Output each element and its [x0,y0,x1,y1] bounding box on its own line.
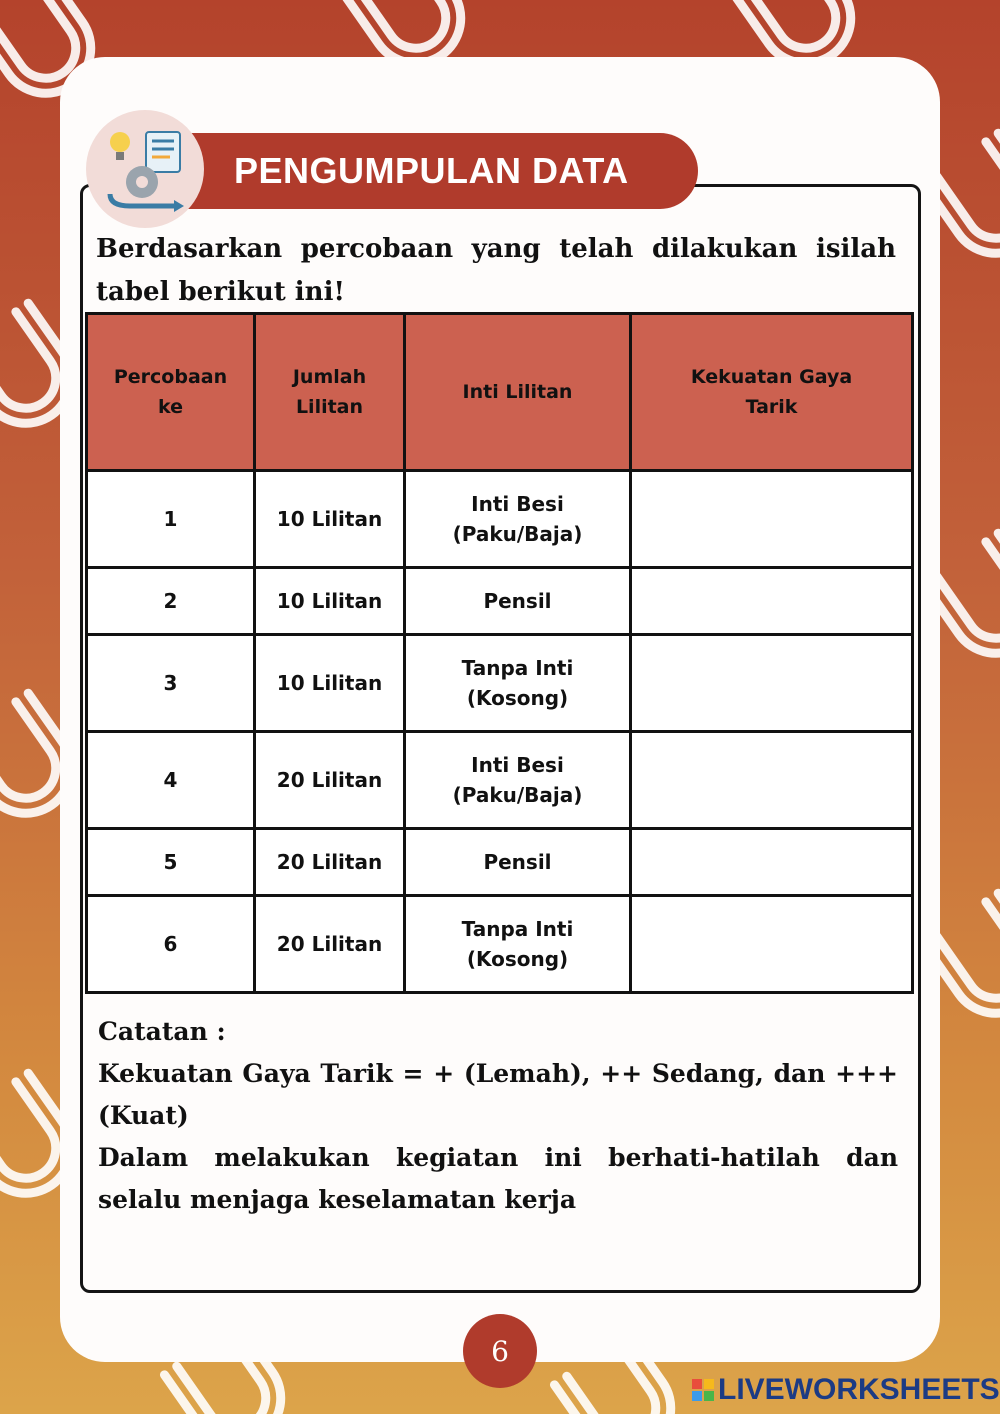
table-row [87,732,913,829]
table-row [87,896,913,993]
cell-jumlah-lilitan: 20 Lilitan [255,896,405,993]
cell-percobaan: 1 [87,471,255,568]
notes-label: Catatan : [98,1017,226,1046]
notes-section [98,1011,898,1221]
cell-percobaan: 6 [87,896,255,993]
cell-gaya-tarik-input[interactable] [631,829,913,896]
cell-percobaan: 3 [87,635,255,732]
notes-safety-reminder: Dalam melakukan kegiatan ini berhati-hatilah dan selalu menjaga keselamatan kerja [98,1143,898,1214]
cell-jumlah-lilitan: 10 Lilitan [255,568,405,635]
cell-inti-lilitan: Pensil [405,829,631,896]
cell-gaya-tarik-input[interactable] [631,635,913,732]
section-header-banner [150,133,698,209]
liveworksheets-logo [692,1372,1000,1408]
table-header-row [87,314,913,471]
cell-percobaan: 5 [87,829,255,896]
header-kekuatan-gaya-tarik: Kekuatan Gaya Tarik [631,314,913,471]
intro-instruction: Berdasarkan percobaan yang telah dilakukan isilah tabel berikut ini! [96,234,896,307]
cell-gaya-tarik-input[interactable] [631,568,913,635]
cell-percobaan: 4 [87,732,255,829]
cell-jumlah-lilitan: 10 Lilitan [255,635,405,732]
brand-text: LIVEWORKSHEETS [718,1373,1000,1406]
page-number: 6 [463,1314,537,1388]
table-row [87,635,913,732]
table-row [87,568,913,635]
cell-gaya-tarik-input[interactable] [631,896,913,993]
experiment-process-icon [86,110,204,228]
header-inti-lilitan: Inti Lilitan [405,314,631,471]
section-title: PENGUMPULAN DATA [234,150,629,191]
cell-inti-lilitan: Inti Besi (Paku/Baja) [405,471,631,568]
cell-jumlah-lilitan: 10 Lilitan [255,471,405,568]
cell-jumlah-lilitan: 20 Lilitan [255,829,405,896]
data-table [85,312,914,994]
header-jumlah-lilitan: Jumlah Lilitan [255,314,405,471]
cell-percobaan: 2 [87,568,255,635]
table-row [87,829,913,896]
notes-strength-legend: Kekuatan Gaya Tarik = + (Lemah), ++ Sedang, dan +++ (Kuat) [98,1059,898,1130]
cell-inti-lilitan: Tanpa Inti (Kosong) [405,896,631,993]
cell-inti-lilitan: Tanpa Inti (Kosong) [405,635,631,732]
header-percobaan: Percobaan ke [87,314,255,471]
cell-jumlah-lilitan: 20 Lilitan [255,732,405,829]
cell-gaya-tarik-input[interactable] [631,732,913,829]
liveworksheets-icon [692,1379,714,1401]
cell-inti-lilitan: Inti Besi (Paku/Baja) [405,732,631,829]
table-row [87,471,913,568]
cell-gaya-tarik-input[interactable] [631,471,913,568]
cell-inti-lilitan: Pensil [405,568,631,635]
